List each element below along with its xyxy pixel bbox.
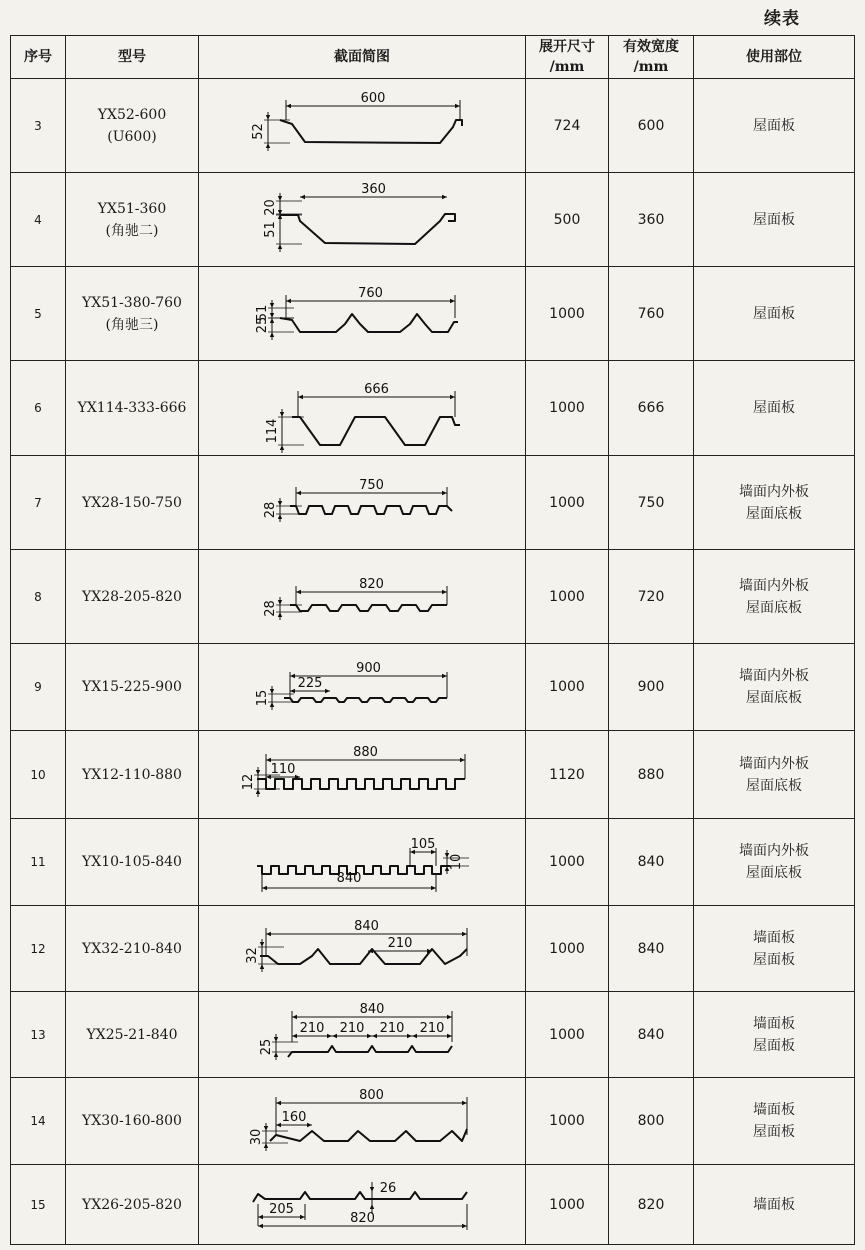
height-dimension: 52 xyxy=(251,123,266,140)
model-code: YX114-333-666 xyxy=(77,400,187,416)
height-dimension-rib: 25 xyxy=(255,316,270,334)
usage-secondary: 屋面板 xyxy=(753,951,795,968)
model-cell xyxy=(66,267,199,361)
seq-number: 4 xyxy=(34,212,42,227)
width-dimension: 820 xyxy=(359,577,384,592)
model-alias: (角驰三) xyxy=(105,316,159,333)
usage-secondary: 屋面底板 xyxy=(746,690,802,706)
width-dimension: 210 xyxy=(299,1021,325,1036)
usage-cell xyxy=(694,819,855,906)
section-drawing xyxy=(199,819,525,905)
effective-width: 840 xyxy=(637,854,665,870)
width-dimension: 840 xyxy=(336,871,362,886)
profile-outline xyxy=(280,120,462,143)
width-dimension: 840 xyxy=(354,919,379,934)
usage-cell xyxy=(694,456,855,550)
seq-cell xyxy=(11,79,66,173)
unfolded-size: 1000 xyxy=(549,679,585,695)
table-row xyxy=(11,361,855,456)
height-dimension: 28 xyxy=(263,501,278,519)
model-code: YX25-21-840 xyxy=(86,1026,178,1043)
height-dimension: 12 xyxy=(241,773,256,791)
seq-number: 7 xyxy=(34,495,42,510)
usage-primary: 屋面板 xyxy=(753,117,795,134)
width-dimension: 210 xyxy=(387,936,413,951)
unfolded-size: 1000 xyxy=(549,305,585,322)
usage-primary: 墙面内外板 xyxy=(739,843,809,859)
seq-number: 14 xyxy=(30,1114,46,1128)
table-row xyxy=(11,819,855,906)
usage-primary: 墙面板 xyxy=(753,1015,795,1032)
model-code: YX32-210-840 xyxy=(82,940,182,957)
unfolded-size-cell xyxy=(526,819,609,906)
section-drawing-cell xyxy=(199,173,526,267)
table-row xyxy=(11,906,855,992)
profile-outline xyxy=(280,314,458,332)
model-code: YX15-225-900 xyxy=(82,679,182,695)
seq-cell xyxy=(11,550,66,644)
profile-outline xyxy=(270,1129,467,1141)
model-cell xyxy=(66,644,199,731)
section-drawing-cell xyxy=(199,79,526,173)
model-code: YX26-205-820 xyxy=(82,1196,182,1213)
unfolded-size-cell xyxy=(526,550,609,644)
effective-width-cell xyxy=(609,173,694,267)
usage-secondary: 屋面底板 xyxy=(746,777,802,794)
seq-cell xyxy=(11,1165,66,1245)
model-cell xyxy=(66,1165,199,1245)
usage-cell xyxy=(694,79,855,173)
effective-width: 600 xyxy=(637,117,665,134)
effective-width: 800 xyxy=(637,1113,665,1129)
seq-cell xyxy=(11,819,66,906)
table-row xyxy=(11,456,855,550)
usage-secondary: 屋面板 xyxy=(753,1037,795,1054)
model-cell xyxy=(66,79,199,173)
usage-primary: 墙面板 xyxy=(753,1196,795,1213)
profile-outline xyxy=(253,1192,467,1202)
seq-cell xyxy=(11,361,66,456)
header-effective xyxy=(609,36,694,79)
height-dimension: 26 xyxy=(379,1181,397,1196)
unfolded-size-cell xyxy=(526,906,609,992)
table-row xyxy=(11,267,855,361)
section-drawing xyxy=(199,1165,525,1244)
table-row xyxy=(11,644,855,731)
unfolded-size-cell xyxy=(526,1078,609,1165)
model-alias: (U600) xyxy=(107,128,157,145)
unfolded-size: 1000 xyxy=(549,1026,585,1043)
table-caption: 续表 xyxy=(764,9,800,29)
table-row xyxy=(11,992,855,1078)
usage-primary: 屋面板 xyxy=(753,211,795,228)
effective-width: 666 xyxy=(637,400,665,416)
header-effective-line2: /mm xyxy=(633,59,669,75)
height-dimension: 15 xyxy=(255,689,270,707)
unfolded-size: 1000 xyxy=(549,1196,585,1213)
section-drawing xyxy=(199,906,525,991)
effective-width-cell xyxy=(609,456,694,550)
model-code: YX28-205-820 xyxy=(82,588,182,605)
seq-cell xyxy=(11,644,66,731)
profiled-sheet-table xyxy=(10,35,855,1245)
usage-primary: 墙面内外板 xyxy=(739,668,809,684)
section-drawing xyxy=(199,550,525,643)
unfolded-size-cell xyxy=(526,644,609,731)
model-cell xyxy=(66,550,199,644)
usage-primary: 屋面板 xyxy=(753,305,795,322)
effective-width: 840 xyxy=(637,1026,665,1043)
usage-cell xyxy=(694,1165,855,1245)
table-row xyxy=(11,173,855,267)
header-model: 型号 xyxy=(66,36,199,79)
header-usage: 使用部位 xyxy=(694,36,855,79)
unfolded-size: 1120 xyxy=(549,766,585,783)
profile-outline xyxy=(260,949,467,964)
header-seq: 序号 xyxy=(11,36,66,79)
usage-cell xyxy=(694,731,855,819)
section-drawing xyxy=(199,456,525,549)
effective-width: 360 xyxy=(637,211,665,228)
section-drawing xyxy=(199,267,525,360)
unfolded-size: 1000 xyxy=(549,400,585,416)
profile-outline xyxy=(257,779,465,789)
model-code: YX51-360 xyxy=(97,200,167,217)
model-cell xyxy=(66,173,199,267)
usage-cell xyxy=(694,550,855,644)
width-dimension: 210 xyxy=(419,1021,445,1036)
seq-cell xyxy=(11,906,66,992)
profile-outline xyxy=(292,417,460,445)
section-drawing xyxy=(199,173,525,266)
model-cell xyxy=(66,906,199,992)
seq-number: 8 xyxy=(34,589,42,604)
model-cell xyxy=(66,1078,199,1165)
model-alias: (角驰二) xyxy=(105,222,159,239)
effective-width-cell xyxy=(609,731,694,819)
seq-number: 3 xyxy=(34,118,42,133)
height-dimension: 10 xyxy=(449,853,464,871)
model-code: YX51-380-760 xyxy=(82,294,182,311)
seq-cell xyxy=(11,456,66,550)
width-dimension: 900 xyxy=(356,661,381,676)
usage-cell xyxy=(694,173,855,267)
seq-number: 5 xyxy=(34,306,42,321)
unfolded-size-cell xyxy=(526,456,609,550)
section-drawing-cell xyxy=(199,267,526,361)
model-code: YX52-600 xyxy=(97,106,167,123)
effective-width: 820 xyxy=(637,1196,665,1213)
usage-secondary: 屋面板 xyxy=(753,1124,795,1140)
width-dimension: 360 xyxy=(361,182,386,197)
usage-primary: 墙面内外板 xyxy=(739,577,809,594)
unfolded-size-cell xyxy=(526,361,609,456)
width-dimension: 160 xyxy=(281,1110,307,1125)
section-drawing-cell xyxy=(199,906,526,992)
section-drawing-cell xyxy=(199,819,526,906)
section-drawing-cell xyxy=(199,550,526,644)
width-dimension: 225 xyxy=(297,676,323,691)
width-dimension: 820 xyxy=(350,1211,375,1226)
height-dimension: 114 xyxy=(265,418,280,444)
model-code: YX12-110-880 xyxy=(82,766,182,783)
usage-cell xyxy=(694,1078,855,1165)
effective-width-cell xyxy=(609,361,694,456)
unfolded-size: 1000 xyxy=(549,588,585,605)
unfolded-size: 1000 xyxy=(549,1113,585,1129)
usage-secondary: 屋面底板 xyxy=(746,599,802,616)
section-drawing-cell xyxy=(199,361,526,456)
height-dimension: 30 xyxy=(249,1128,264,1146)
table-row xyxy=(11,1078,855,1165)
height-dimension: 28 xyxy=(263,600,278,617)
usage-secondary: 屋面底板 xyxy=(746,865,802,881)
width-dimension: 760 xyxy=(358,286,383,301)
usage-primary: 墙面内外板 xyxy=(739,755,809,772)
effective-width-cell xyxy=(609,550,694,644)
table-row xyxy=(11,79,855,173)
seq-cell xyxy=(11,1078,66,1165)
effective-width: 880 xyxy=(637,766,665,783)
effective-width-cell xyxy=(609,1165,694,1245)
table-row xyxy=(11,1165,855,1245)
usage-primary: 屋面板 xyxy=(753,400,795,416)
width-dimension: 840 xyxy=(359,1002,385,1017)
unfolded-size: 500 xyxy=(553,211,581,228)
model-code: YX10-105-840 xyxy=(82,854,182,870)
seq-number: 13 xyxy=(30,1027,46,1042)
usage-cell xyxy=(694,644,855,731)
height-dimension: 32 xyxy=(245,947,260,964)
width-dimension: 800 xyxy=(359,1088,384,1103)
model-cell xyxy=(66,992,199,1078)
model-code: YX30-160-800 xyxy=(82,1113,182,1129)
unfolded-size-cell xyxy=(526,267,609,361)
section-drawing xyxy=(199,992,525,1077)
effective-width: 900 xyxy=(637,679,665,695)
seq-cell xyxy=(11,267,66,361)
effective-width: 840 xyxy=(637,940,665,957)
profile-outline xyxy=(280,214,455,244)
effective-width-cell xyxy=(609,906,694,992)
effective-width-cell xyxy=(609,79,694,173)
width-dimension: 210 xyxy=(339,1021,365,1036)
table-row xyxy=(11,731,855,819)
model-cell xyxy=(66,819,199,906)
header-unfolded-line1: 展开尺寸 xyxy=(539,39,595,55)
usage-secondary: 屋面底板 xyxy=(746,505,802,522)
seq-number: 12 xyxy=(30,941,46,956)
section-drawing xyxy=(199,731,525,818)
effective-width-cell xyxy=(609,644,694,731)
width-dimension: 880 xyxy=(353,745,378,760)
model-cell xyxy=(66,456,199,550)
effective-width: 720 xyxy=(637,588,665,605)
section-drawing-cell xyxy=(199,992,526,1078)
model-cell xyxy=(66,731,199,819)
unfolded-size: 724 xyxy=(553,117,581,134)
usage-primary: 墙面板 xyxy=(753,1102,795,1118)
header-unfolded xyxy=(526,36,609,79)
usage-primary: 墙面板 xyxy=(753,929,795,946)
width-dimension: 110 xyxy=(270,762,296,777)
seq-cell xyxy=(11,731,66,819)
width-dimension: 105 xyxy=(410,837,436,852)
seq-number: 6 xyxy=(34,401,42,415)
usage-cell xyxy=(694,361,855,456)
width-dimension: 600 xyxy=(360,91,386,106)
profile-outline xyxy=(288,1046,452,1057)
usage-cell xyxy=(694,992,855,1078)
height-dimension-total: 51 xyxy=(263,221,278,238)
effective-width: 750 xyxy=(637,494,665,511)
unfolded-size-cell xyxy=(526,731,609,819)
width-dimension: 210 xyxy=(379,1021,405,1036)
section-drawing xyxy=(199,644,525,730)
unfolded-size-cell xyxy=(526,79,609,173)
seq-number: 9 xyxy=(34,680,42,694)
seq-cell xyxy=(11,992,66,1078)
section-drawing-cell xyxy=(199,644,526,731)
section-drawing xyxy=(199,79,525,172)
section-drawing xyxy=(199,361,525,455)
width-dimension: 666 xyxy=(364,382,389,397)
profile-outline xyxy=(290,605,447,611)
effective-width-cell xyxy=(609,819,694,906)
usage-cell xyxy=(694,267,855,361)
section-drawing-cell xyxy=(199,1165,526,1245)
unfolded-size: 1000 xyxy=(549,854,585,870)
usage-primary: 墙面内外板 xyxy=(739,483,809,500)
model-cell xyxy=(66,361,199,456)
unfolded-size: 1000 xyxy=(549,494,585,511)
section-drawing-cell xyxy=(199,456,526,550)
profile-outline xyxy=(284,698,447,702)
unfolded-size-cell xyxy=(526,173,609,267)
effective-width-cell xyxy=(609,267,694,361)
height-dimension-top: 20 xyxy=(263,199,278,216)
effective-width-cell xyxy=(609,992,694,1078)
unfolded-size-cell xyxy=(526,1165,609,1245)
effective-width: 760 xyxy=(637,305,665,322)
table-row xyxy=(11,550,855,644)
seq-number: 15 xyxy=(30,1197,46,1212)
seq-number: 11 xyxy=(30,855,46,869)
profile-outline xyxy=(290,506,452,514)
section-drawing-cell xyxy=(199,1078,526,1165)
header-effective-line1: 有效宽度 xyxy=(623,39,679,55)
model-code: YX28-150-750 xyxy=(82,494,182,511)
effective-width-cell xyxy=(609,1078,694,1165)
header-section: 截面简图 xyxy=(199,36,526,79)
seq-cell xyxy=(11,173,66,267)
section-drawing-cell xyxy=(199,731,526,819)
height-dimension-top: 51 xyxy=(255,304,270,322)
unfolded-size: 1000 xyxy=(549,940,585,957)
width-dimension: 750 xyxy=(359,478,384,493)
height-dimension: 25 xyxy=(259,1038,274,1056)
usage-cell xyxy=(694,906,855,992)
section-drawing xyxy=(199,1078,525,1164)
header-unfolded-line2: /mm xyxy=(549,59,585,75)
seq-number: 10 xyxy=(30,767,46,782)
unfolded-size-cell xyxy=(526,992,609,1078)
width-dimension: 205 xyxy=(269,1202,294,1217)
header-row xyxy=(11,36,855,79)
